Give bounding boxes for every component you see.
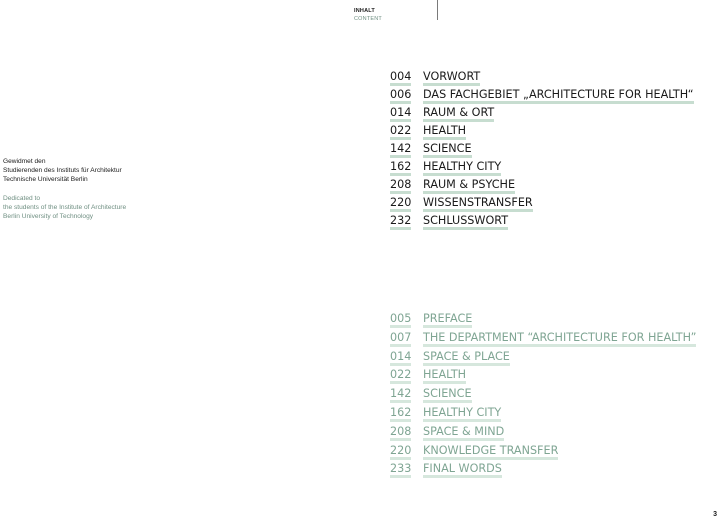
toc-entry[interactable] bbox=[390, 86, 710, 104]
toc-page: 232 bbox=[390, 214, 411, 230]
toc-page: 006 bbox=[390, 88, 411, 104]
toc-entry[interactable] bbox=[390, 348, 710, 367]
header-label-de: INHALT bbox=[354, 8, 375, 14]
toc-page: 208 bbox=[390, 178, 411, 194]
toc-entry[interactable] bbox=[390, 423, 710, 442]
toc-page: 014 bbox=[390, 350, 411, 366]
toc-entry[interactable] bbox=[390, 212, 710, 230]
dedication-de-line: Gewidmet den bbox=[3, 158, 46, 165]
toc-page: 233 bbox=[390, 462, 411, 478]
toc-title: KNOWLEDGE TRANSFER bbox=[423, 444, 558, 460]
toc-title: HEALTH bbox=[423, 124, 466, 140]
dedication bbox=[3, 157, 163, 221]
dedication-en-line: Berlin University of Technology bbox=[3, 213, 94, 221]
toc-title: SPACE & PLACE bbox=[423, 350, 510, 366]
toc-title: FINAL WORDS bbox=[423, 462, 502, 478]
toc-title: SCIENCE bbox=[423, 387, 472, 403]
toc-title: DAS FACHGEBIET „ARCHITECTURE FOR HEALTH“ bbox=[423, 88, 694, 104]
toc-page: 022 bbox=[390, 368, 411, 384]
toc-entry[interactable] bbox=[390, 404, 710, 423]
toc-page: 005 bbox=[390, 312, 411, 328]
dedication-de-line: Studierenden des Instituts für Architektur bbox=[3, 167, 122, 175]
toc-page: 220 bbox=[390, 196, 411, 212]
toc-entry[interactable] bbox=[390, 366, 710, 385]
toc-page: 162 bbox=[390, 406, 411, 422]
toc-entry[interactable] bbox=[390, 122, 710, 140]
toc-page: 007 bbox=[390, 331, 411, 347]
toc-entry[interactable] bbox=[390, 158, 710, 176]
toc-page: 142 bbox=[390, 142, 411, 158]
toc-title: RAUM & ORT bbox=[423, 106, 494, 122]
toc-page: 220 bbox=[390, 444, 411, 460]
toc-page: 142 bbox=[390, 387, 411, 403]
toc-entry[interactable] bbox=[390, 176, 710, 194]
toc-title: RAUM & PSYCHE bbox=[423, 178, 515, 194]
toc-title: HEALTH bbox=[423, 368, 466, 384]
page-number: 3 bbox=[713, 511, 717, 518]
toc-german bbox=[390, 68, 710, 230]
toc-title: VORWORT bbox=[423, 70, 480, 86]
dedication-en bbox=[3, 194, 163, 222]
toc-page: 014 bbox=[390, 106, 411, 122]
toc-entry[interactable] bbox=[390, 194, 710, 212]
toc-page: 208 bbox=[390, 425, 411, 441]
toc-entry[interactable] bbox=[390, 460, 710, 479]
dedication-en-line: Dedicated to bbox=[3, 194, 41, 202]
toc-title: PREFACE bbox=[423, 312, 472, 328]
toc-title: THE DEPARTMENT “ARCHITECTURE FOR HEALTH” bbox=[423, 331, 696, 347]
header-divider bbox=[437, 0, 438, 20]
header-label-en: CONTENT bbox=[354, 16, 382, 22]
toc-page: 004 bbox=[390, 70, 411, 86]
toc-entry[interactable] bbox=[390, 68, 710, 86]
toc-english bbox=[390, 310, 710, 479]
toc-title: HEALTHY CITY bbox=[423, 406, 501, 422]
toc-title: HEALTHY CITY bbox=[423, 160, 501, 176]
toc-entry[interactable] bbox=[390, 310, 710, 329]
toc-entry[interactable] bbox=[390, 104, 710, 122]
toc-entry[interactable] bbox=[390, 385, 710, 404]
toc-entry[interactable] bbox=[390, 140, 710, 158]
toc-page: 162 bbox=[390, 160, 411, 176]
section-header bbox=[354, 7, 382, 23]
toc-title: SCHLUSSWORT bbox=[423, 214, 508, 230]
dedication-en-line: the students of the Institute of Architecture bbox=[3, 203, 127, 211]
toc-title: WISSENSTRANSFER bbox=[423, 196, 533, 212]
dedication-de-line: Technische Universität Berlin bbox=[3, 176, 88, 184]
toc-entry[interactable] bbox=[390, 329, 710, 348]
toc-entry[interactable] bbox=[390, 442, 710, 461]
toc-page: 022 bbox=[390, 124, 411, 140]
dedication-de bbox=[3, 157, 163, 185]
toc-title: SPACE & MIND bbox=[423, 425, 504, 441]
toc-title: SCIENCE bbox=[423, 142, 472, 158]
